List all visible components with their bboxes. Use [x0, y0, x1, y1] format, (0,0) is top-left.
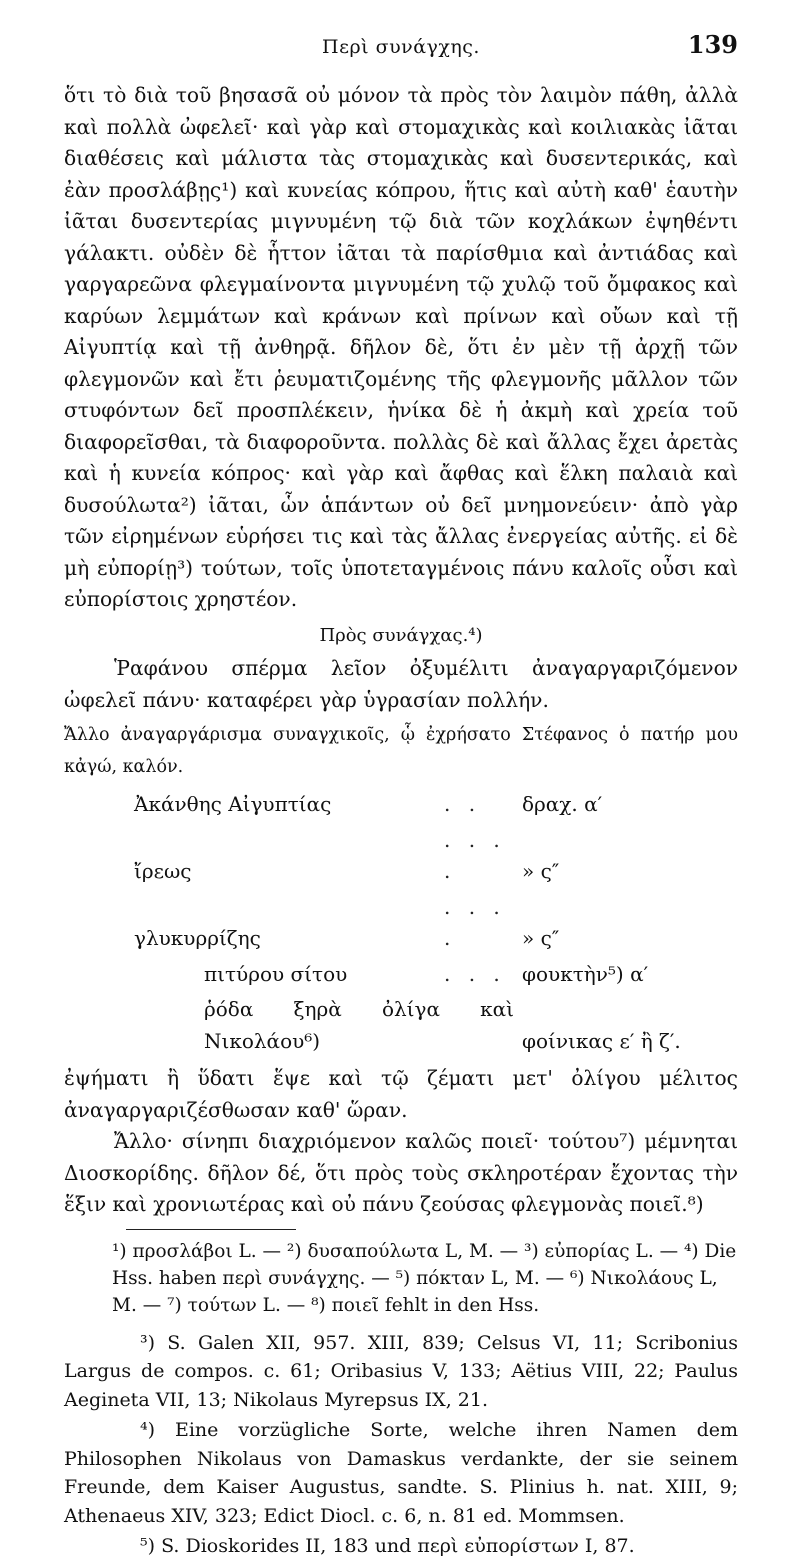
reference-note-5: ⁵) S. Dioskorides II, 183 und περὶ εὐπορίστων I, 87. [140, 1535, 635, 1557]
main-text [64, 80, 738, 1221]
recipe-dots: . . [444, 792, 482, 816]
recipe-dots: . . . . [444, 827, 506, 883]
paragraph-3: ἐψήματι ἢ ὕδατι ἕψε καὶ τῷ ζέματι μετ' ὀλίγου μέλιτος ἀναγαργαριζέσθωσαν καθ' ὥραν. [64, 1066, 738, 1122]
recipe-ingredient: Ἀκάνθης Αἰγυπτίας [134, 792, 332, 816]
recipe-ingredient: γλυκυρρίζης [134, 926, 261, 950]
critical-apparatus [64, 1238, 738, 1319]
recipe-ingredient: ἴρεως [134, 859, 192, 883]
section-heading: Πρὸς συνάγχας.⁴) [319, 624, 483, 646]
page-number: 139 [687, 30, 738, 59]
reference-note-3: ³) S. Galen XII, 957. XIII, 839; Celsus VI, 11; Scribonius Largus de compos. c. 61; Oribasius V, 133; Aëtius VIII, 22; Paulus Aegineta VII, 13; Nikolaus Myrepsus IX, 21. [64, 1331, 738, 1411]
running-head: Περὶ συνάγχης. [322, 36, 480, 58]
recipe-row [64, 787, 681, 823]
reference-note-4: ⁴) Eine vorzügliche Sorte, welche ihren Namen dem Philosophen Nikolaus von Damaskus verdankte, der sie seinem Freunde, dem Kaiser Augustus, sandte. S. Plinius h. nat. XIII, 9; Athenaeus XIV, 323; Edict Diocl. c. 6, n. 81 ed. Mommsen. [64, 1419, 738, 1527]
recipe-quantity: » ς″ [522, 926, 560, 950]
recipe-row [64, 957, 681, 993]
paragraph-2: Ῥαφάνου σπέρμα λεῖον ὀξυμέλιτι ἀναγαργαριζόμενον ὠφελεῖ πάνυ· καταφέρει γὰρ ὑγρασίαν πολλήν. [64, 656, 738, 712]
recipe-row [64, 823, 681, 890]
recipe-table [64, 787, 681, 1059]
recipe-row [64, 890, 681, 957]
footnote-rule [126, 1229, 296, 1230]
reference-notes [64, 1329, 738, 1561]
recipe-dots: . . . [444, 961, 506, 986]
page-header [64, 28, 738, 80]
paragraph-1: ὅτι τὸ διὰ τοῦ βησασᾶ οὐ μόνον τὰ πρὸς τὸν λαιμὸν πάθη, ἀλλὰ καὶ πολλὰ ὠφελεῖ· καὶ γὰρ καὶ στομαχικὰς καὶ κοιλιακὰς ἰᾶται διαθέσεις καὶ μάλιστα τὰς στομαχικὰς καὶ δυσεντερικάς, καὶ ἐὰν προσλάβῃς¹) καὶ κυνείας κόπρου, ἥτις καὶ αὐτὴ καθ' ἑαυτὴν ἰᾶται δυσεντερίας μιγνυμένη τῷ διὰ τῶν κοχλάκων ἐψηθέντι γάλακτι. οὐδὲν δὲ ἧττον ἰᾶται τὰ παρίσθμια καὶ ἀντιάδας καὶ γαργαρεῶνα φλεγμαίνοντα μιγνυμένη τῷ χυλῷ τοῦ ὄμφακος καὶ καρύων λεμμάτων καὶ κράνων καὶ πρίνων καὶ οὔων καὶ τῇ Αἰγυπτίᾳ καὶ τῇ ἀνθηρᾷ. δῆλον δὲ, ὅτι ἐν μὲν τῇ ἀρχῇ τῶν φλεγμονῶν καὶ ἔτι ῥευματιζομένης τῆς φλεγμονῆς μᾶλλον τῶν στυφόντων δεῖ προσπλέκειν, ἡνίκα δὲ ἡ ἀκμὴ καὶ χρεία τοῦ διαφορεῖσθαι, τὰ διαφοροῦντα. πολλὰς δὲ καὶ ἄλλας ἔχει ἀρετὰς καὶ ἡ κυνεία κόπρος· καὶ γὰρ καὶ ἄφθας καὶ ἕλκη παλαιὰ καὶ δυσούλωτα²) ἰᾶται, ὧν ἁπάντων οὐ δεῖ μνημονεύειν· ἀπὸ γὰρ τῶν εἰρημένων εὑρήσει τις καὶ τὰς ἄλλας ἐνεργείας αὐτῆς. εἰ δὲ μὴ εὐπορίῃ³) τούτων, τοῖς ὑποτεταγμένοις πάνυ καλοῖς οὖσι καὶ εὐπορίστοις χρηστέον. [64, 83, 738, 611]
paragraph-4: Ἄλλο· σίνηπι διαχριόμενον καλῶς ποιεῖ· τούτου⁷) μέμνηται Διοσκορίδης. δῆλον δέ, ὅτι πρὸς τοὺς σκληροτέραν ἔχοντας τὴν ἕξιν καὶ χρονιωτέρας καὶ οὐ πάνυ ζεούσας φλεγμονὰς ποιεῖ.⁸) [64, 1129, 738, 1216]
recipe-ingredient: πιτύρου σίτου [204, 961, 348, 986]
recipe-quantity: δραχ. α′ [522, 792, 603, 816]
recipe-intro: Ἄλλο ἀναγαργάρισμα συναγχικοῖς, ᾧ ἐχρήσατο Στέφανος ὁ πατήρ μου κἀγώ, καλόν. [64, 725, 738, 777]
recipe-quantity: φουκτὴν⁵) α′ [522, 961, 649, 986]
recipe-row [64, 992, 681, 1059]
apparatus-text: ¹) προσλάβοι L. — ²) δυσαπούλωτα L, M. — ³) εὐπορίας L. — ⁴) Die Hss. haben περὶ συνάγχης. — ⁵) πόκταν L, M. — ⁶) Νικολάους L, M. — ⁷) τούτων L. — ⁸) ποιεῖ fehlt in den Hss. [112, 1240, 737, 1316]
recipe-ingredient: ῥόδα ξηρὰ ὀλίγα καὶ Νικολάου⁶) [204, 997, 514, 1053]
recipe-quantity: » ς″ [522, 859, 560, 883]
recipe-quantity: φοίνικας ε′ ἢ ζ′. [522, 1028, 681, 1053]
recipe-dots: . . . . [444, 894, 506, 950]
